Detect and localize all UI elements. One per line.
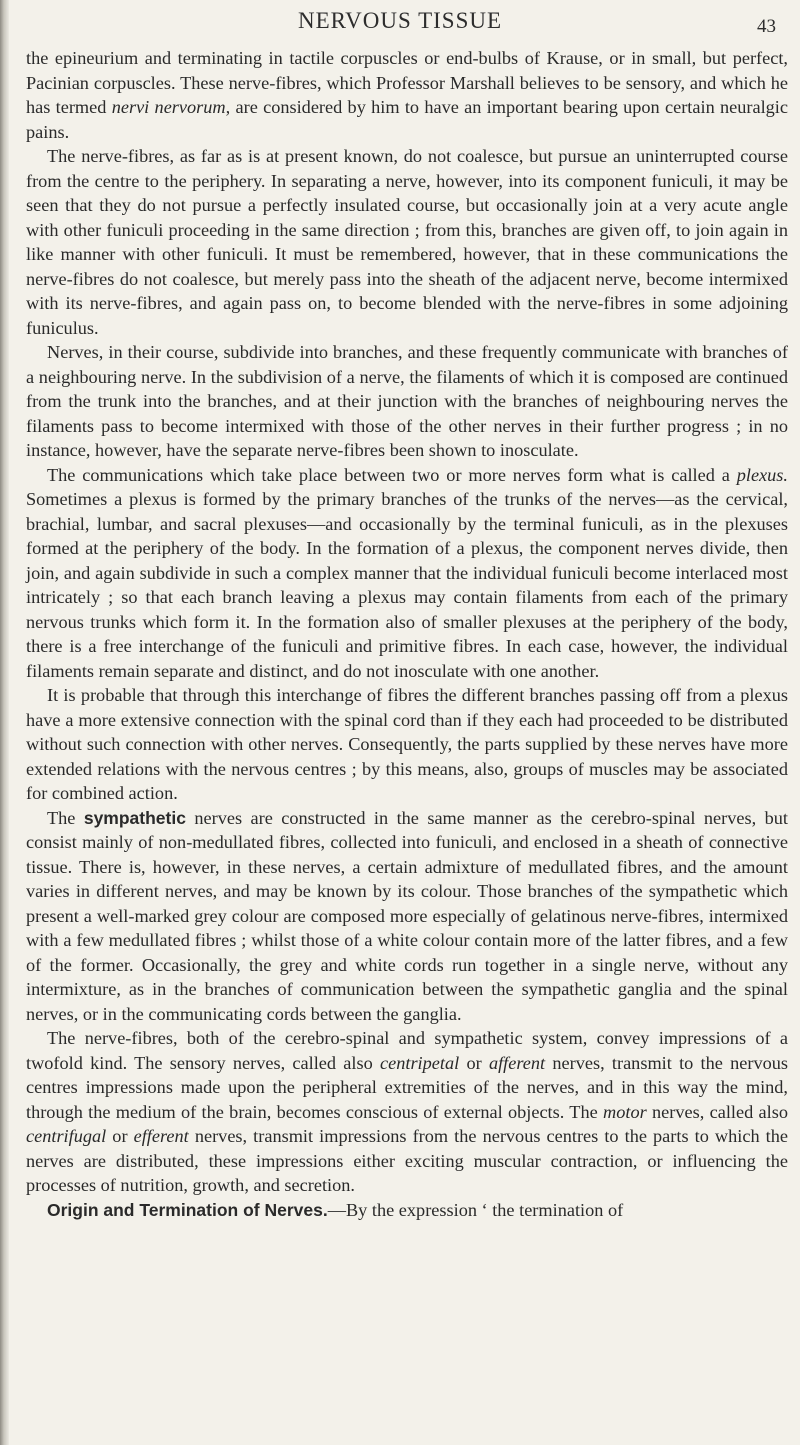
italic-term: centrifugal xyxy=(26,1126,107,1146)
italic-term: centripetal xyxy=(380,1052,460,1073)
italic-term: motor xyxy=(603,1101,647,1122)
italic-term: afferent xyxy=(488,1052,546,1073)
text-run: nerves, transmit to the nervous centres impressions made upon the peripheral extremities of the nerves, and in this way the mind, through the medium of the brain, becomes conscious of external objects. The xyxy=(26,1052,788,1122)
section-heading: Origin and Termination of Nerves. xyxy=(47,1199,328,1220)
paragraph-5: It is probable that through this interchange of fibres the different branches passing off from a plexus have a more extensive connection with the spinal cord than if they each had proceeded to be distributed without such connection with other nerves. Consequently, the parts supplied by these nerves have more extended relations with the nervous centres ; by this means, also, groups of muscles may be associated for combined action. xyxy=(26,685,788,803)
text-run: are considered by him to have an important bearing upon certain neuralgic pains. xyxy=(26,97,789,142)
text-run: or xyxy=(459,1052,489,1073)
text-run: or xyxy=(106,1126,134,1146)
paragraph-8 xyxy=(26,1198,788,1223)
text-run: nerves, transmit impressions from the nervous centres to the parts to which the nerves are distributed, these impressions either exciting muscular contraction, or influencing the processes of nutrition, growth, and secretion. xyxy=(26,1126,788,1195)
text-run: nerves are constructed in the same manner as the cerebro-spinal nerves, but consist mainly of non-medullated fibres, collected into funiculi, and enclosed in a sheath of connective tissue. There is, however, in these nerves, a certain admixture of medullated fibres, and the amount varies in different nerves, and may be known by its colour. Those branches of the sympathetic which present a well-marked grey colour are composed more especially of gelatinous nerve-fibres, intermixed with a few medullated fibres ; whilst those of a white colour contain more of the latter fibres, and a few of the former. Occasionally, the grey and white cords run together in a single nerve, without any intermixture, as in the branches of communication between the sympathetic ganglia and the spinal nerves, or in the communicating cords between the ganglia. xyxy=(26,807,788,1024)
paragraph-3: Nerves, in their course, subdivide into branches, and these frequently communicate with branches of a neighbouring nerve. In the subdivision of a nerve, the filaments of which it is composed are continued from the trunk into the branches, and at their junction with the branches of neighbouring nerves the filaments pass to become intermixed with those of the other nerves in their further progress ; in no instance, however, have the separate nerve-fibres been shown to inosculate. xyxy=(26,342,788,460)
text-run: The xyxy=(47,807,84,828)
bold-term: sympathetic xyxy=(83,807,186,828)
page-number: 43 xyxy=(757,16,776,37)
page-header xyxy=(0,8,800,42)
italic-term: nervi nervorum, xyxy=(111,97,231,117)
text-run: nerves, called also xyxy=(646,1101,788,1122)
text-run: The nerve-fibres, both of the cerebro-spinal and sympathetic system, convey impressions of a twofold kind. The sensory nerves, called also xyxy=(26,1028,788,1073)
paragraph-7 xyxy=(26,1026,788,1198)
italic-term: plexus. xyxy=(736,464,788,485)
paragraph-2: The nerve-fibres, as far as is at present known, do not coalesce, but pursue an uninterrupted course from the centre to the periphery. In separating a nerve, however, into its component funiculi, it may be seen that they do not pursue a perfectly insulated course, but occasionally join at a very acute angle with other funiculi proceeding in the same direction ; from this, branches are given off, to join again in like manner with other funiculi. It must be remembered, however, that in these communications the nerve-fibres do not coalesce, but merely pass into the sheath of the adjacent nerve, become intermixed with its nerve-fibres, and again pass on, to become blended with the nerve-fibres in some adjoining funiculus. xyxy=(26,146,788,338)
text-run: the epineurium and terminating in tactile corpuscles or end-bulbs of Krause, or in small, but perfect, Pacinian corpuscles. These nerve-fibres, which Professor Marshall believes to be sensory, and which he has termed xyxy=(26,48,788,117)
body-text xyxy=(26,46,788,1222)
running-head: NERVOUS TISSUE xyxy=(297,8,503,33)
text-run: Sometimes a plexus is formed by the primary branches of the trunks of the nerves—as the cervical, brachial, lumbar, and sacral plexuses—and occasionally by the terminal funiculi, as in the plexuses formed at the periphery of the body. In the formation of a plexus, the component nerves divide, then join, and again subdivide in such a complex manner that the individual funiculi become interlaced most intricately ; so that each branch leaving a plexus may contain filaments from each of the primary nervous trunks which form it. In the formation also of smaller plexuses at the periphery of the body, there is a free interchange of the funiculi and primitive fibres. In each case, however, the individual filaments remain separate and distinct, and do not inosculate with one another. xyxy=(26,489,788,681)
paragraph-1 xyxy=(26,46,788,144)
text-run: The communications which take place between two or more nerves form what is called a xyxy=(47,464,737,485)
text-run: —By the expression ‘ the termination of xyxy=(327,1199,624,1220)
italic-term: efferent xyxy=(133,1126,189,1146)
paragraph-6 xyxy=(26,806,788,1027)
paragraph-4 xyxy=(26,463,788,684)
